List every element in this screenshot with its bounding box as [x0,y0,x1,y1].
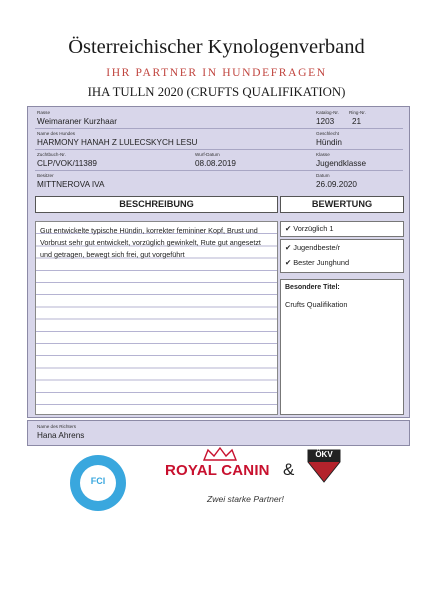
besondere-titel-label: Besondere Titel: [285,284,340,291]
katalog-label: Katalog-Nr. [316,110,339,115]
besitzer-label: Besitzer [37,173,54,178]
dog-name-value: HARMONY HANAH Z LULECSKYCH LESU [37,138,198,147]
beschreibung-heading: BESCHREIBUNG [35,196,278,213]
row-divider [35,170,403,171]
datum-label: Datum [316,173,330,178]
fci-logo-text: FCI [90,476,106,486]
besitzer-value: MITTNEROVA IVA [37,180,105,189]
wurf-label: Wurf-Datum [195,152,220,157]
katalog-value: 1203 [316,117,335,126]
event-title: IHA TULLN 2020 (CRUFTS QUALIFIKATION) [87,85,346,99]
judge-label: Name des Richters [37,424,77,429]
beschreibung-text: Gut entwickelte typische Hündin, korrekter femininer Kopf, Brust und Vorbrust sehr gut entwickelt, vorzüglich gewinkelt, Rute gut angesetzt und getragen, bewegt sich frei, gut vorgeführt [40,226,261,260]
judge-name: Hana Ahrens [37,431,85,440]
geschlecht-label: Geschlecht [316,131,339,136]
ampersand: & [283,460,295,479]
grade-value: ✔ Vorzüglich 1 [285,224,334,233]
zuchtbuch-label: Zuchtbuch-Nr. [37,152,66,157]
org-subtitle: IHR PARTNER IN HUNDEFRAGEN [106,66,327,79]
rasse-label: Rasse [37,110,51,115]
datum-value: 26.09.2020 [316,180,357,189]
oekv-logo-text: ÖKV [315,450,333,459]
row-divider [35,128,403,129]
besondere-titel-value: Crufts Qualifikation [285,300,348,309]
geschlecht-value: Hündin [316,138,342,147]
klasse-value: Jugendklasse [316,159,367,168]
judge-box [27,420,410,446]
bewertung-heading: BEWERTUNG [280,196,404,213]
royal-canin-crown-icon [200,446,240,462]
klasse-label: Klasse [316,152,330,157]
royal-canin-logo: ROYAL CANIN [165,462,270,479]
rasse-value: Weimaraner Kurzhaar [37,117,117,126]
wurf-value: 08.08.2019 [195,159,236,168]
row-divider [35,149,403,150]
award-jugendbester: ✔ Jugendbeste/r [285,243,341,252]
ring-label: Ring-Nr. [349,110,366,115]
name-label: Name des Hundes [37,131,76,136]
org-title: Österreichischer Kynologenverband [68,36,365,58]
ring-value: 21 [352,117,362,126]
award-bester-junghund: ✔ Bester Junghund [285,258,350,267]
partner-slogan: Zwei starke Partner! [207,494,284,504]
zuchtbuch-value: CLP/VOK/11389 [37,159,97,168]
